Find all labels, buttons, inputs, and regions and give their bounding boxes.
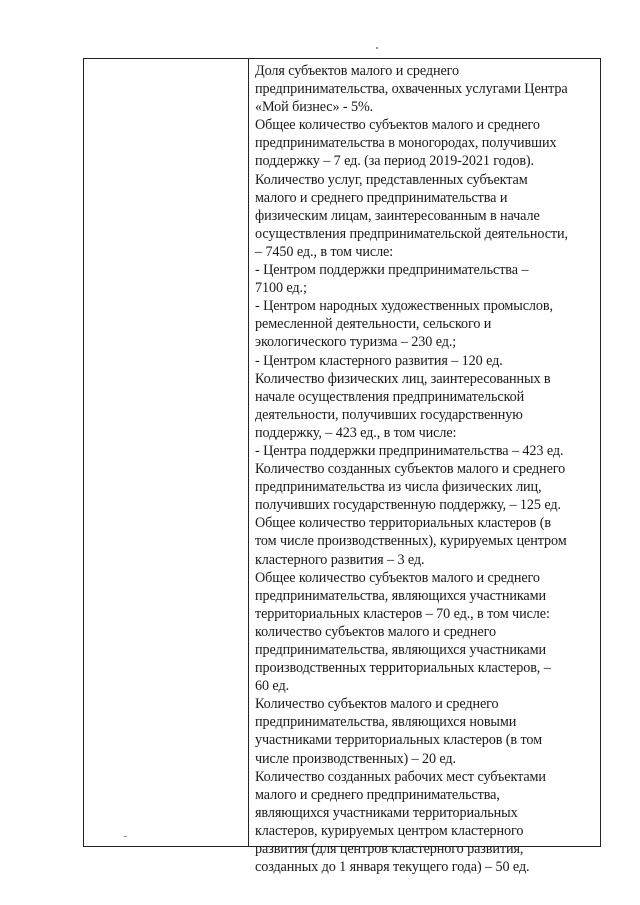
text-line: - Центра поддержки предпринимательства – 423 ед. [255, 442, 564, 459]
text-line: 7100 ед.; [255, 280, 307, 297]
scan-speck [124, 836, 127, 837]
text-line: Количество субъектов малого и среднего [255, 696, 499, 713]
text-line: предпринимательства, являющихся участниками [255, 587, 547, 604]
text-line: Общее количество субъектов малого и среднего [255, 569, 540, 586]
text-line: количество субъектов малого и среднего [255, 623, 496, 640]
text-line: ремесленной деятельности, сельского и [255, 316, 492, 333]
text-line: предпринимательства, являющихся новыми [255, 714, 517, 731]
text-line: кластерного развития – 3 ед. [255, 551, 425, 568]
text-line: поддержку – 7 ед. (за период 2019-2021 годов). [255, 153, 534, 170]
text-line: предпринимательства, охваченных услугами Центра [255, 81, 568, 98]
indicator-text-cell [255, 62, 598, 876]
text-line: поддержку, – 423 ед., в том числе: [255, 424, 457, 441]
text-line: физическим лицам, заинтересованным в начале [255, 207, 540, 224]
text-line: Общее количество территориальных кластеров (в [255, 515, 552, 532]
text-line: малого и среднего предпринимательства и [255, 189, 508, 206]
text-line: 60 ед. [255, 678, 290, 695]
text-line: числе производственных) – 20 ед. [255, 750, 456, 767]
text-line: - Центром кластерного развития – 120 ед. [255, 352, 503, 369]
text-line: предпринимательства в моногородах, получивших [255, 135, 557, 152]
text-line: Количество созданных рабочих мест субъектами [255, 768, 546, 785]
text-line: малого и среднего предпринимательства, [255, 786, 500, 803]
text-line: - Центром поддержки предпринимательства – [255, 262, 529, 279]
text-line: развития (для центров кластерного развития, [255, 841, 524, 858]
text-line: участниками территориальных кластеров (в том [255, 732, 542, 749]
text-line: Доля субъектов малого и среднего [255, 63, 459, 79]
text-line: Количество услуг, представленных субъектам [255, 171, 528, 188]
text-line: Общее количество субъектов малого и среднего [255, 117, 540, 134]
text-line: территориальных кластеров – 70 ед., в том числе: [255, 605, 550, 622]
text-line: экологического туризма – 230 ед.; [255, 334, 457, 351]
text-line: предпринимательства из числа физических лиц, [255, 479, 542, 496]
text-line: получивших государственную поддержку, – 125 ед. [255, 497, 561, 514]
text-line: созданных до 1 января текущего года) – 50 ед. [255, 859, 530, 876]
document-table [83, 58, 601, 876]
text-line: производственных территориальных кластеров, – [255, 660, 551, 677]
text-line: являющихся участниками территориальных [255, 804, 518, 821]
text-line: - Центром народных художественных промыслов, [255, 298, 553, 315]
text-line: Количество созданных субъектов малого и среднего [255, 461, 566, 478]
text-line: начале осуществления предпринимательской [255, 388, 525, 405]
text-line: Количество физических лиц, заинтересованных в [255, 370, 551, 387]
text-line: кластеров, курируемых центром кластерного [255, 822, 524, 839]
text-line: предпринимательства, являющихся участниками [255, 642, 547, 658]
text-line: том числе производственных), курируемых центром [255, 533, 567, 550]
text-line: деятельности, получивших государственную [255, 406, 523, 423]
scan-speck [376, 47, 378, 49]
text-line: – 7450 ед., в том числе: [255, 243, 394, 260]
text-line: «Мой бизнес» - 5%. [255, 99, 374, 116]
text-line: осуществления предпринимательской деятельности, [255, 225, 568, 242]
column-divider [248, 59, 249, 846]
